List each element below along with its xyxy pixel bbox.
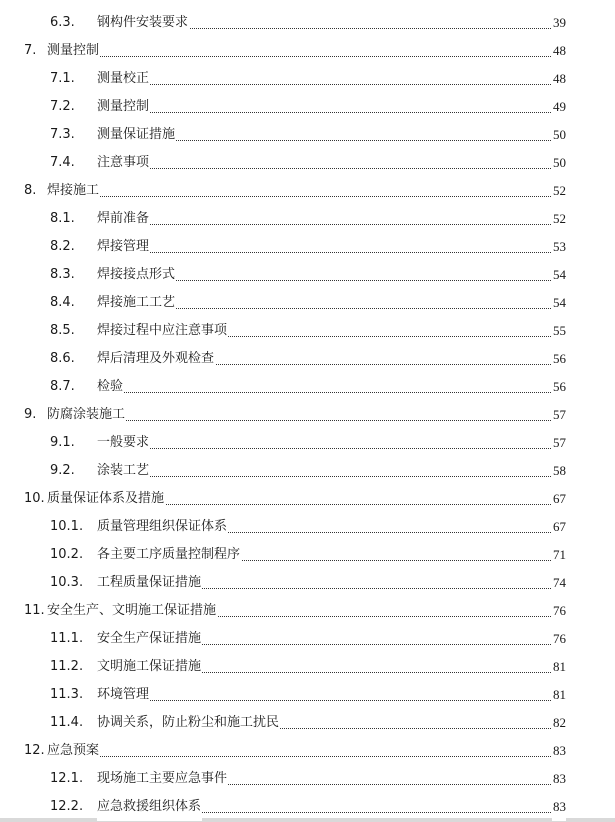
toc-entry-page-number: 56 (552, 345, 566, 373)
toc-entry-title[interactable]: 环境管理 (97, 681, 150, 709)
toc-entry[interactable] (0, 681, 615, 709)
toc-entry-page-number: 50 (552, 121, 566, 149)
toc-dot-leader (97, 84, 565, 85)
toc-entry[interactable] (0, 121, 615, 149)
toc-dot-leader (97, 476, 565, 477)
toc-entry-number: 6.3. (50, 15, 75, 30)
toc-entry[interactable] (0, 541, 615, 569)
toc-entry-number: 10.2. (50, 547, 84, 562)
toc-entry-page-number: 71 (552, 541, 566, 569)
toc-entry-page-number: 56 (552, 373, 566, 401)
toc-entry-title[interactable]: 焊接管理 (97, 233, 150, 261)
toc-entry-number: 8.7. (50, 379, 75, 394)
toc-entry[interactable] (0, 37, 615, 65)
toc-entry-page-number: 67 (552, 485, 566, 513)
toc-entry-number: 8.4. (50, 295, 75, 310)
toc-entry[interactable] (0, 765, 615, 793)
toc-entry-title[interactable]: 协调关系，防止粉尘和施工扰民 (97, 709, 280, 737)
toc-entry-page-number: 57 (552, 401, 566, 429)
toc-entry-number: 8.5. (50, 323, 75, 338)
toc-entry-page-number: 58 (552, 457, 566, 485)
toc-entry-page-number: 83 (552, 737, 566, 765)
toc-entry-title[interactable]: 工程质量保证措施 (97, 569, 202, 597)
toc-entry-number: 7.1. (50, 71, 75, 86)
toc-entry-number: 10.1. (50, 519, 84, 534)
toc-entry[interactable] (0, 793, 615, 821)
toc-entry-title[interactable]: 焊接过程中应注意事项 (97, 317, 228, 345)
toc-entry[interactable] (0, 429, 615, 457)
toc-entry-number: 11.3. (50, 687, 84, 702)
toc-entry[interactable] (0, 261, 615, 289)
toc-entry-title[interactable]: 测量控制 (47, 37, 100, 65)
toc-entry-number: 9.1. (50, 435, 75, 450)
toc-entry-page-number: 39 (552, 9, 566, 37)
toc-entry[interactable] (0, 597, 615, 625)
toc-entry-title[interactable]: 质量管理组织保证体系 (97, 513, 228, 541)
toc-entry-title[interactable]: 焊后清理及外观检查 (97, 345, 215, 373)
toc-entry-title[interactable]: 测量校正 (97, 65, 150, 93)
toc-entry-number: 7. (24, 43, 37, 58)
toc-entry[interactable] (0, 93, 615, 121)
toc-dot-leader (97, 112, 565, 113)
toc-entry-title[interactable]: 安全生产保证措施 (97, 625, 202, 653)
toc-entry-title[interactable]: 质量保证体系及措施 (47, 485, 165, 513)
toc-entry[interactable] (0, 9, 615, 37)
toc-entry[interactable] (0, 513, 615, 541)
toc-entry-title[interactable]: 应急预案 (47, 737, 100, 765)
toc-entry[interactable] (0, 233, 615, 261)
toc-entry[interactable] (0, 653, 615, 681)
toc-entry-number: 7.4. (50, 155, 75, 170)
toc-entry-number: 8.2. (50, 239, 75, 254)
toc-dot-leader (97, 700, 565, 701)
toc-entry-title[interactable]: 文明施工保证措施 (97, 653, 202, 681)
toc-entry[interactable] (0, 737, 615, 765)
toc-entry-page-number: 74 (552, 569, 566, 597)
toc-entry-page-number: 49 (552, 93, 566, 121)
toc-entry-title[interactable]: 焊接施工 (47, 177, 100, 205)
toc-entry-page-number: 83 (552, 793, 566, 821)
toc-entry-title[interactable]: 检验 (97, 373, 124, 401)
toc-entry-title[interactable]: 焊接施工工艺 (97, 289, 176, 317)
toc-entry-number: 8.1. (50, 211, 75, 226)
toc-entry-title[interactable]: 涂装工艺 (97, 457, 150, 485)
toc-entry-number: 11.2. (50, 659, 84, 674)
toc-entry[interactable] (0, 457, 615, 485)
toc-entry-page-number: 52 (552, 177, 566, 205)
toc-entry-page-number: 54 (552, 261, 566, 289)
toc-dot-leader (97, 448, 565, 449)
toc-entry-page-number: 53 (552, 233, 566, 261)
toc-entry-number: 12. (24, 743, 45, 758)
toc-entry-number: 7.3. (50, 127, 75, 142)
toc-entry-page-number: 55 (552, 317, 566, 345)
toc-entry[interactable] (0, 317, 615, 345)
toc-entry-page-number: 54 (552, 289, 566, 317)
toc-dot-leader (97, 392, 565, 393)
window-bottom-edge (0, 818, 615, 822)
toc-entry-number: 11.4. (50, 715, 84, 730)
toc-entry-page-number: 81 (552, 653, 566, 681)
toc-entry[interactable] (0, 485, 615, 513)
toc-entry[interactable] (0, 289, 615, 317)
toc-dot-leader (97, 224, 565, 225)
toc-entry[interactable] (0, 625, 615, 653)
toc-entry-page-number: 76 (552, 597, 566, 625)
toc-dot-leader (47, 56, 565, 57)
toc-entry-number: 12.2. (50, 799, 84, 814)
toc-entry-title[interactable]: 钢构件安装要求 (97, 9, 189, 37)
toc-entry-title[interactable]: 测量控制 (97, 93, 150, 121)
toc-entry[interactable] (0, 149, 615, 177)
toc-entry-number: 8. (24, 183, 37, 198)
toc-entry-number: 10. (24, 491, 45, 506)
toc-entry-page-number: 81 (552, 681, 566, 709)
toc-entry-title[interactable]: 测量保证措施 (97, 121, 176, 149)
toc-entry-page-number: 83 (552, 765, 566, 793)
toc-entry-page-number: 82 (552, 709, 566, 737)
toc-entry[interactable] (0, 205, 615, 233)
toc-entry-page-number: 48 (552, 65, 566, 93)
toc-entry-page-number: 57 (552, 429, 566, 457)
toc-entry-title[interactable]: 防腐涂装施工 (47, 401, 126, 429)
toc-entry-number: 7.2. (50, 99, 75, 114)
toc-entry[interactable] (0, 65, 615, 93)
toc-entry-page-number: 48 (552, 37, 566, 65)
toc-entry-number: 10.3. (50, 575, 84, 590)
toc-entry-number: 12.1. (50, 771, 84, 786)
toc-entry-title[interactable]: 焊接接点形式 (97, 261, 176, 289)
toc-entry-page-number: 52 (552, 205, 566, 233)
toc-dot-leader (97, 168, 565, 169)
toc-entry-page-number: 67 (552, 513, 566, 541)
toc-entry-number: 8.6. (50, 351, 75, 366)
toc-entry[interactable] (0, 345, 615, 373)
toc-entry[interactable] (0, 569, 615, 597)
toc-entry[interactable] (0, 709, 615, 737)
toc-entry-title[interactable]: 各主要工序质量控制程序 (97, 541, 241, 569)
toc-entry-title[interactable]: 焊前准备 (97, 205, 150, 233)
toc-entry[interactable] (0, 373, 615, 401)
toc-entry-number: 9. (24, 407, 37, 422)
toc-entry-title[interactable]: 安全生产、文明施工保证措施 (47, 597, 217, 625)
toc-dot-leader (47, 196, 565, 197)
toc-dot-leader (47, 756, 565, 757)
toc-entry-title[interactable]: 现场施工主要应急事件 (97, 765, 228, 793)
toc-entry-title[interactable]: 应急救援组织体系 (97, 793, 202, 821)
toc-entry-number: 11. (24, 603, 45, 618)
toc-entry-number: 8.3. (50, 267, 75, 282)
toc-entry-page-number: 50 (552, 149, 566, 177)
toc-entry-title[interactable]: 一般要求 (97, 429, 150, 457)
toc-dot-leader (97, 252, 565, 253)
toc-entry[interactable] (0, 177, 615, 205)
toc-entry[interactable] (0, 401, 615, 429)
toc-entry-title[interactable]: 注意事项 (97, 149, 150, 177)
toc-entry-number: 11.1. (50, 631, 84, 646)
toc-entry-number: 9.2. (50, 463, 75, 478)
toc-entry-page-number: 76 (552, 625, 566, 653)
